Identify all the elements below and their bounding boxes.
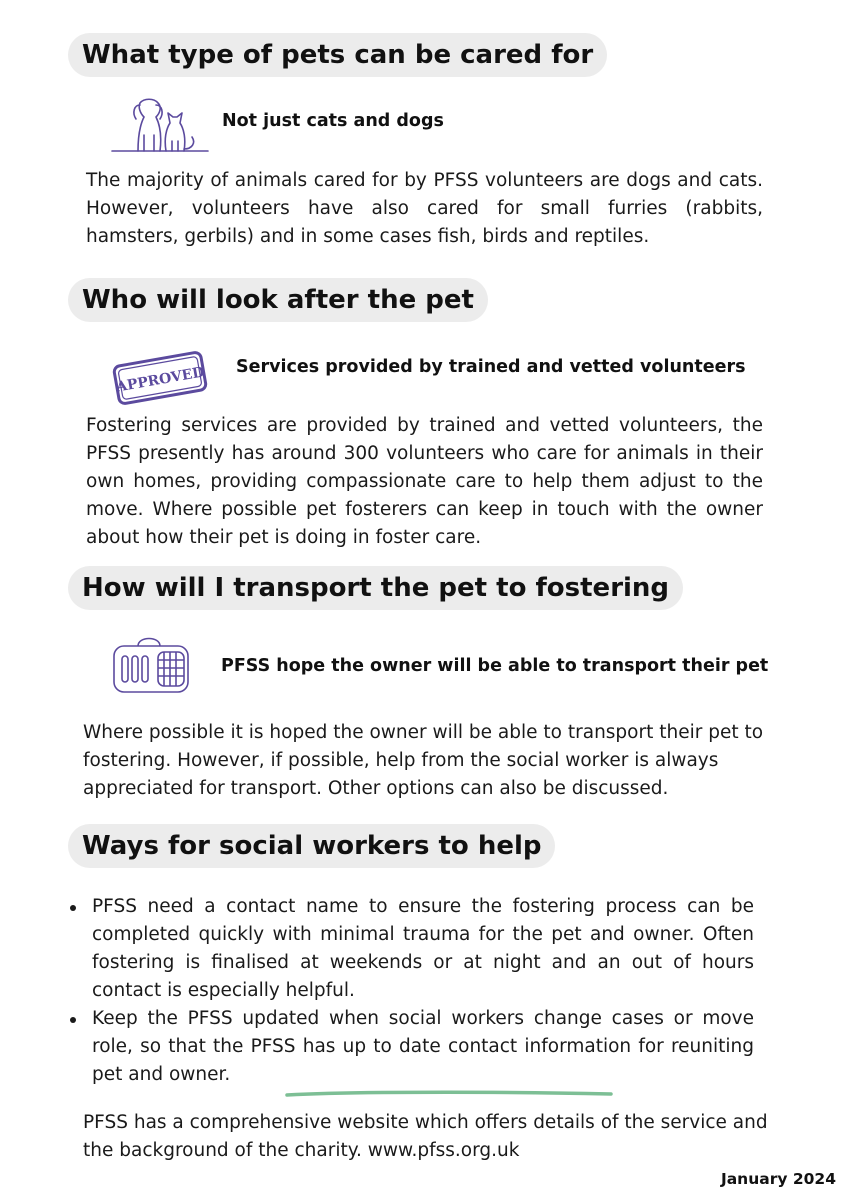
section-subheading-carer: Services provided by trained and vetted volunteers bbox=[236, 357, 746, 377]
section-heading-help: Ways for social workers to help bbox=[68, 824, 555, 868]
section-subheading-transport: PFSS hope the owner will be able to transport their pet bbox=[221, 656, 769, 676]
section-body-transport: Where possible it is hoped the owner will be able to transport their pet to fostering. However, if possible, help from the social worker is always appreciated for transport. Other options can also be discussed. bbox=[83, 722, 764, 799]
closing-note: PFSS has a comprehensive website which offers details of the service and the background of the charity. www.pfss.org.uk bbox=[83, 1112, 768, 1161]
section-heading-carer: Who will look after the pet bbox=[68, 278, 488, 322]
section-body-carer: Fostering services are provided by trained and vetted volunteers, the PFSS presently has around 300 volunteers who care for animals in their own homes, providing compassionate care to help them adjust to the move. Where possible pet fosterers can keep in touch with the owner about how their pet is doing in foster care. bbox=[86, 415, 763, 548]
pet-carrier-icon bbox=[110, 634, 192, 696]
help-bullet-list bbox=[70, 893, 754, 1089]
list-item: Keep the PFSS updated when social workers change cases or move role, so that the PFSS has up to date contact information for reuniting pet and owner. bbox=[70, 1005, 754, 1089]
section-heading-pets: What type of pets can be cared for bbox=[68, 33, 607, 77]
approved-stamp-icon bbox=[108, 347, 212, 409]
document-date: January 2024 bbox=[720, 1170, 836, 1188]
approved-stamp-text: APPROVED bbox=[115, 364, 206, 396]
section-body-pets: The majority of animals cared for by PFSS volunteers are dogs and cats. However, volunteers have also cared for small furries (rabbits, hamsters, gerbils) and in some cases fish, birds and reptiles. bbox=[86, 170, 763, 247]
section-subheading-pets: Not just cats and dogs bbox=[222, 111, 444, 131]
divider-line bbox=[285, 1089, 613, 1099]
list-item: PFSS need a contact name to ensure the fostering process can be completed quickly with minimal trauma for the pet and owner. Often fostering is finalised at weekends or at night and an out of hours contact is especially helpful. bbox=[70, 893, 754, 1005]
cat-and-dog-icon bbox=[110, 95, 210, 155]
section-heading-transport: How will I transport the pet to fostering bbox=[68, 566, 683, 610]
